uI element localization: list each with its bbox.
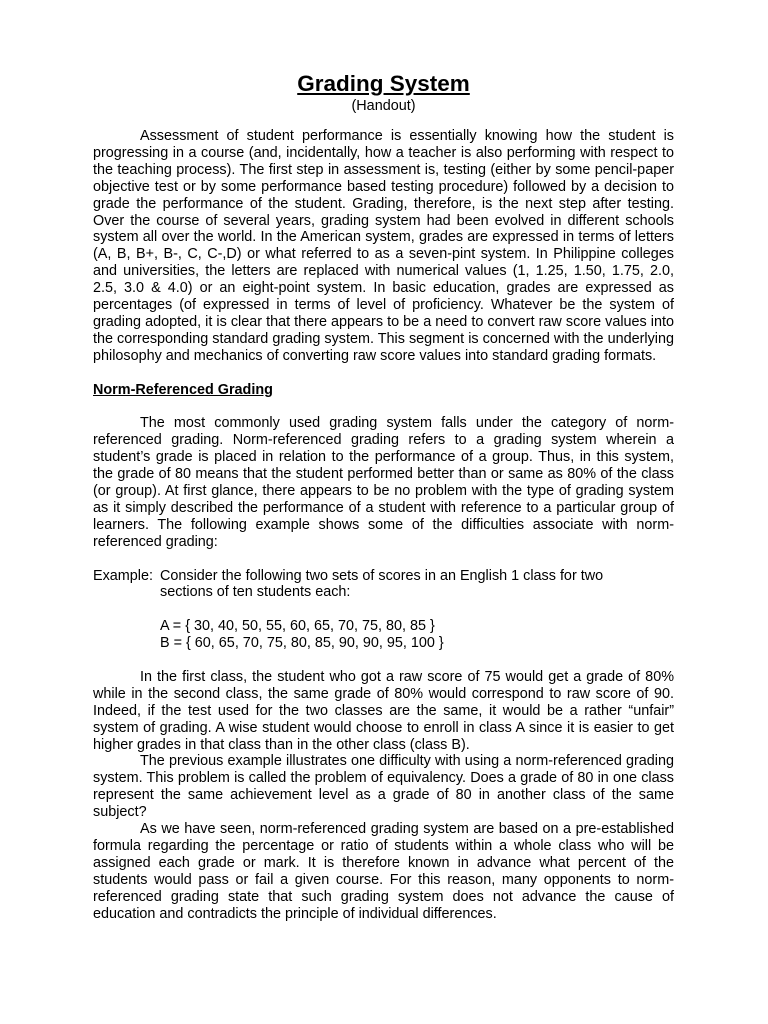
body-paragraph: The previous example illustrates one difficulty with using a norm-referenced grading system. This problem is called the problem of equivalency. Does a grade of 80 in one class represent the same achievement level as a grade of 80 in another class of the same subject? (93, 753, 674, 821)
norm-referenced-paragraph: The most commonly used grading system falls under the category of norm-referenced grading. Norm-referenced grading refers to a grading system wherein a student’s grade is placed in relation to the performance of a group. Thus, in this system, the grade of 80 means that the student performed better than or same as 80% of the class (or group). At first glance, there appears to be no problem with the type of grading system as it simply described the performance of a student with reference to a particular group of learners. The following example shows some of the difficulties associate with norm-referenced grading: (93, 415, 674, 550)
example-label: Example: (93, 567, 153, 584)
score-sets (160, 618, 674, 652)
document-subtitle: (Handout) (351, 98, 416, 114)
body-paragraph: In the first class, the student who got a raw score of 75 would get a grade of 80% while in the second class, the same grade of 80% would correspond to raw score of 90. Indeed, if the test used for the two classes are the same, it would be a rather “unfair” system of grading. A wise student would choose to enroll in class A since it is easier to get higher grades in that class than in the other class (class B). (93, 668, 674, 753)
score-set-b: B = { 60, 65, 70, 75, 80, 85, 90, 90, 95, 100 } (160, 635, 444, 652)
section-heading-norm-referenced: Norm-Referenced Grading (93, 381, 273, 398)
example-block (93, 568, 674, 602)
document-title: Grading System (297, 71, 470, 96)
example-text: Consider the following two sets of scores in an English 1 class for two sections of ten students each: (160, 567, 604, 601)
intro-paragraph: Assessment of student performance is essentially knowing how the student is progressing in a course (and, incidentally, how a teacher is also performing with respect to the teaching process). The first step in assessment is, testing (either by some pencil-paper objective test or by some performance based testing procedure) followed by a decision to grade the performance of the student. Grading, therefore, is the next step after testing. Over the course of several years, grading system had been evolved in different schools system all over the world. In the American system, grades are expressed in terms of letters (A, B, B+, B-, C, C-,D) or what referred to as a seven-pint system. In Philippine colleges and universities, the letters are replaced with numerical values (1, 1.25, 1.50, 1.75, 2.0, 2.5, 3.0 & 4.0) or an eight-point system. In basic education, grades are expressed as percentages (of expressed in terms of level of proficiency. Whatever be the system of grading adopted, it is clear that there appears to be a need to convert raw score values into the corresponding standard grading system. This segment is concerned with the underlying philosophy and mechanics of converting raw score values into standard grading formats. (93, 128, 674, 364)
score-set-a: A = { 30, 40, 50, 55, 60, 65, 70, 75, 80, 85 } (160, 618, 435, 635)
body-paragraph: As we have seen, norm-referenced grading system are based on a pre-established formula regarding the percentage or ratio of students within a whole class who will be assigned each grade or mark. It is therefore known in advance what percent of the students would pass or fail a given course. For this reason, many opponents to norm-referenced grading state that such grading system does not advance the cause of education and contradicts the principle of individual differences. (93, 821, 674, 922)
document-page (93, 70, 674, 923)
